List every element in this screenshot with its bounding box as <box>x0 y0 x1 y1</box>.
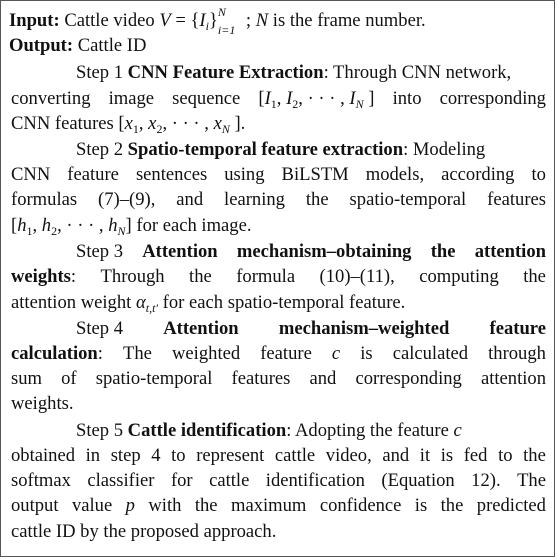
output-label: Output: <box>9 35 74 56</box>
input-line <box>9 5 426 37</box>
step1-line3: CNN features [$x_1$, $x_2$, · · · , $x_N$ ]. <box>11 113 246 136</box>
sub-i: i <box>205 19 209 33</box>
step4-text3: weights. <box>11 393 74 414</box>
input-text-prefix: Cattle video <box>64 10 155 31</box>
step5-line1: Step 5 Cattle identification: Adopting the feature c <box>76 420 462 441</box>
step4-title2: calculation <box>11 343 98 364</box>
output-text: Cattle ID <box>77 35 147 56</box>
step1-features: [$x_1$, $x_2$, · · · , $x_N$ ]. <box>118 113 246 136</box>
step2-number: Step 2 <box>76 139 124 160</box>
step5-line4: output value p with the maximum confidence is the predicted <box>11 495 546 516</box>
input-sep: ; <box>245 10 252 31</box>
step3-line2: weights: Through the formula (10)–(11), computing the <box>11 266 546 287</box>
step1-number: Step 1 <box>76 62 124 83</box>
step1-line2: converting image sequence [$I_1$, $I_2$, · · · , $I_N$ ] into corresponding <box>11 88 546 111</box>
step4-line1: Step 4 Attention mechanism–weighted feature <box>76 318 546 339</box>
sup-n: N <box>217 5 226 19</box>
step2-line3: formulas (7)–(9), and learning the spatio-temporal features <box>11 189 546 210</box>
step2-title: Spatio-temporal feature extraction <box>127 139 404 160</box>
step1-line1 <box>76 61 511 85</box>
step3-title2: weights <box>11 266 71 287</box>
step5-title: Cattle identification <box>127 420 287 441</box>
set-open: = { <box>175 10 200 31</box>
step4-line2: calculation: The weighted feature c is calculated through <box>11 343 546 364</box>
step3-number: Step 3 <box>76 241 124 262</box>
step4-number: Step 4 <box>76 318 124 339</box>
step3-line3: attention weight $\alpha_{t,t'}$ for each spatio-temporal feature. <box>11 292 406 315</box>
step4-line3: sum of spatio-temporal features and corresponding attention <box>11 368 546 389</box>
step5-text5: cattle ID by the proposed approach. <box>11 521 277 542</box>
step1-title: CNN Feature Extraction <box>127 62 324 83</box>
step3-line1: Step 3 Attention mechanism–obtaining the attention <box>76 241 546 262</box>
step5-number: Step 5 <box>76 420 124 441</box>
var-i: I <box>199 10 206 31</box>
sub-range: i=1 <box>217 23 236 37</box>
step5-line3: softmax classifier for cattle identification (Equation 12). The <box>11 470 546 491</box>
var-n: N <box>255 10 269 31</box>
step1-text1: : Through CNN network, <box>323 62 512 83</box>
set-close: } <box>208 10 218 31</box>
input-text-suffix: is the frame number. <box>272 10 426 31</box>
step1-seq: [$I_1$, $I_2$, · · · , $I_N$ ] <box>258 88 375 111</box>
step2-line4: [$h_1$, $h_2$, · · · , $h_N$] for each image. <box>11 215 252 238</box>
step2-text1: : Modeling <box>403 139 486 160</box>
step5-line2: obtained in step 4 to represent cattle video, and it is fed to the <box>11 445 546 466</box>
alpha-symbol: α <box>135 292 146 313</box>
step2-line2: CNN feature sentences using BiLSTM models, according to <box>11 164 546 185</box>
input-label: Input: <box>9 10 60 31</box>
step2-h-seq: [$h_1$, $h_2$, · · · , $h_N$] <box>11 215 132 238</box>
step5-line5 <box>11 520 276 544</box>
alpha-sub: t,t′ <box>145 301 159 315</box>
step2-line1 <box>76 138 485 162</box>
step4-line4 <box>11 392 74 416</box>
output-line <box>9 34 146 58</box>
var-v: V <box>159 10 171 31</box>
